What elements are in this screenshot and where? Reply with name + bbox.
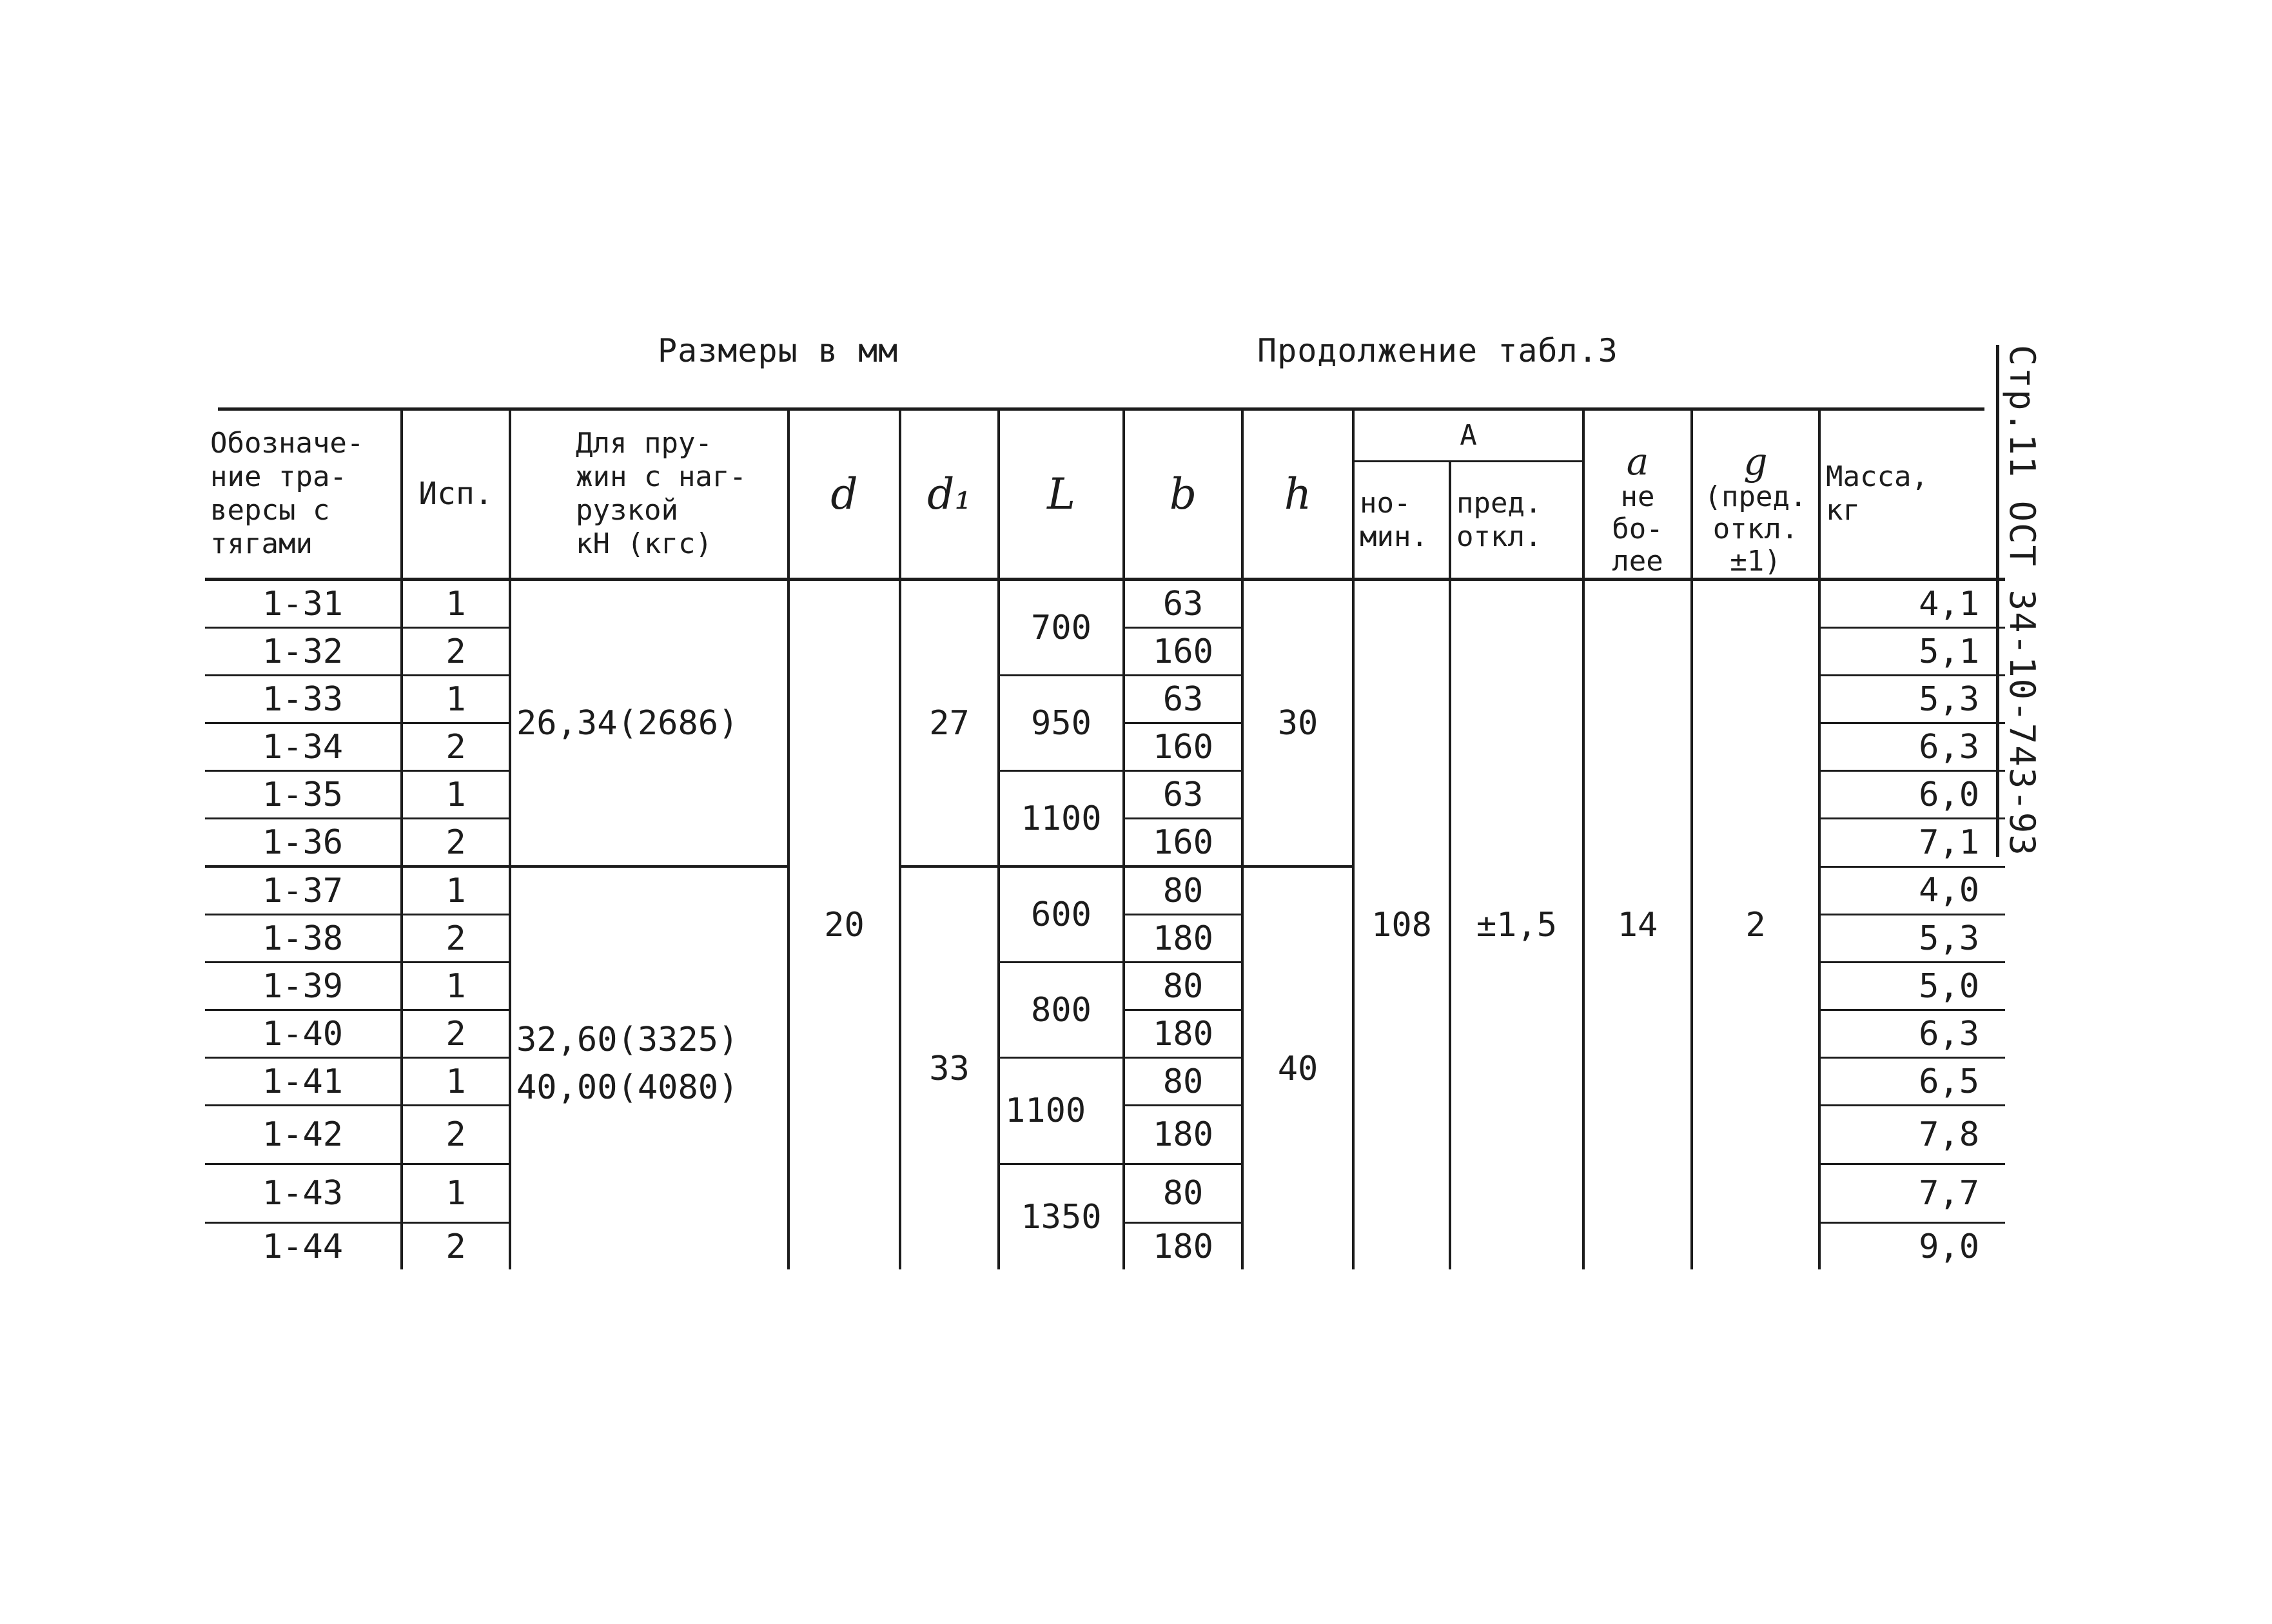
execution-cell: 2 (402, 1106, 510, 1164)
designation-cell: 1-32 (205, 628, 402, 676)
b-cell: 180 (1124, 1106, 1242, 1164)
L-cell: 800 (999, 963, 1124, 1058)
execution-cell: 2 (402, 915, 510, 963)
b-cell: 63 (1124, 771, 1242, 819)
mass-cell: 7,1 (1819, 819, 2005, 867)
b-cell: 63 (1124, 580, 1242, 628)
page-standard-code: Стр.11 ОСТ 34-10-743-93 (1996, 345, 2042, 857)
execution-cell: 1 (402, 866, 510, 915)
designation-cell: 1-40 (205, 1010, 402, 1058)
execution-cell: 1 (402, 771, 510, 819)
header-a (1583, 410, 1692, 580)
mass-cell: 5,1 (1819, 628, 2005, 676)
header-g-symbol: g (1743, 440, 1768, 484)
execution-cell: 1 (402, 963, 510, 1010)
execution-cell: 1 (402, 1058, 510, 1106)
header-designation: Обозначе- ние тра- версы с тягами (205, 410, 402, 580)
specification-table (205, 410, 2005, 1269)
b-cell: 80 (1124, 1164, 1242, 1223)
b-cell: 160 (1124, 819, 1242, 867)
A-tolerance-cell: ±1,5 (1450, 580, 1583, 1270)
designation-cell: 1-44 (205, 1223, 402, 1270)
header-g-text: (пред. откл. ±1) (1704, 480, 1807, 578)
designation-cell: 1-41 (205, 1058, 402, 1106)
b-cell: 180 (1124, 1223, 1242, 1270)
designation-cell: 1-39 (205, 963, 402, 1010)
execution-cell: 1 (402, 1164, 510, 1223)
header-A-nominal: но- мин. (1353, 462, 1450, 580)
mass-cell: 4,1 (1819, 580, 2005, 628)
load-cell: 26,34(2686) (510, 580, 788, 867)
mass-cell: 5,3 (1819, 915, 2005, 963)
header-load: Для пру- жин с наг- рузкой кН (кгс) (510, 410, 788, 580)
header-h: h (1242, 410, 1353, 580)
b-cell: 80 (1124, 866, 1242, 915)
d1-cell: 27 (900, 580, 999, 867)
b-cell: 160 (1124, 628, 1242, 676)
designation-cell: 1-33 (205, 676, 402, 723)
L-cell: 950 (999, 676, 1124, 771)
header-mass: Масса, кг (1819, 410, 2005, 580)
a-cell: 14 (1583, 580, 1692, 1270)
mass-cell: 6,5 (1819, 1058, 2005, 1106)
header-L: L (999, 410, 1124, 580)
L-cell: 1100 (999, 1058, 1124, 1164)
designation-cell: 1-42 (205, 1106, 402, 1164)
mass-cell: 5,0 (1819, 963, 2005, 1010)
h-cell: 30 (1242, 580, 1353, 867)
table-continuation-caption: Продолжение табл.3 (1257, 332, 1618, 369)
b-cell: 180 (1124, 915, 1242, 963)
header-d1: d₁ (900, 410, 999, 580)
execution-cell: 2 (402, 1223, 510, 1270)
mass-cell: 4,0 (1819, 866, 2005, 915)
d1-cell: 33 (900, 866, 999, 1269)
header-a-symbol: a (1626, 440, 1649, 484)
header-g (1692, 410, 1819, 580)
mass-cell: 6,3 (1819, 1010, 2005, 1058)
A-nominal-cell: 108 (1353, 580, 1450, 1270)
L-cell: 1100 (999, 771, 1124, 867)
h-cell: 40 (1242, 866, 1353, 1269)
b-cell: 80 (1124, 963, 1242, 1010)
execution-cell: 1 (402, 580, 510, 628)
L-cell: 700 (999, 580, 1124, 676)
designation-cell: 1-35 (205, 771, 402, 819)
load-cell: 32,60(3325) 40,00(4080) (510, 866, 788, 1269)
execution-cell: 1 (402, 676, 510, 723)
table-row (205, 580, 2005, 628)
L-cell: 1350 (999, 1164, 1124, 1270)
g-cell: 2 (1692, 580, 1819, 1270)
designation-cell: 1-37 (205, 866, 402, 915)
header-A-tolerance: пред. откл. (1450, 462, 1583, 580)
designation-cell: 1-36 (205, 819, 402, 867)
mass-cell: 9,0 (1819, 1223, 2005, 1270)
designation-cell: 1-34 (205, 723, 402, 771)
b-cell: 63 (1124, 676, 1242, 723)
mass-cell: 6,3 (1819, 723, 2005, 771)
L-cell: 600 (999, 866, 1124, 963)
execution-cell: 2 (402, 628, 510, 676)
header-b: b (1124, 410, 1242, 580)
execution-cell: 2 (402, 723, 510, 771)
header-d: d (788, 410, 900, 580)
designation-cell: 1-38 (205, 915, 402, 963)
mass-cell: 7,7 (1819, 1164, 2005, 1223)
b-cell: 80 (1124, 1058, 1242, 1106)
mass-cell: 5,3 (1819, 676, 2005, 723)
header-A: A (1353, 410, 1583, 462)
mass-cell: 7,8 (1819, 1106, 2005, 1164)
b-cell: 180 (1124, 1010, 1242, 1058)
header-execution: Исп. (402, 410, 510, 580)
d-cell: 20 (788, 580, 900, 1270)
dimensions-caption: Размеры в мм (658, 332, 899, 369)
b-cell: 160 (1124, 723, 1242, 771)
mass-cell: 6,0 (1819, 771, 2005, 819)
execution-cell: 2 (402, 1010, 510, 1058)
designation-cell: 1-43 (205, 1164, 402, 1223)
header-a-text: не бо- лее (1612, 480, 1663, 578)
execution-cell: 2 (402, 819, 510, 867)
designation-cell: 1-31 (205, 580, 402, 628)
